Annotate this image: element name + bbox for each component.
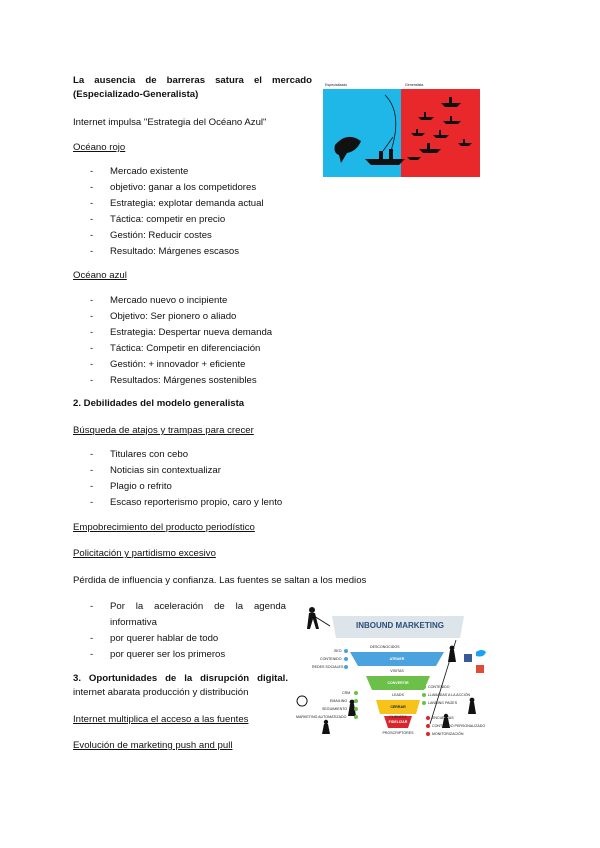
red-ocean-list: [90, 164, 264, 260]
stage-convert-label: CONVERTIR: [387, 681, 409, 685]
list-item: - Objetivo: Ser pionero o aliado: [90, 309, 272, 325]
google-plus-icon: [476, 665, 484, 673]
funnel-tag-promoters: PROSCRIPTORES: [382, 731, 414, 735]
funnel-tag-leads: LEADS: [392, 693, 404, 697]
list-item: - Plagio o refrito: [90, 479, 282, 495]
right-label: ENCUESTAS: [432, 716, 454, 720]
list-item: - Táctica: competir en precio: [90, 212, 264, 228]
list-item: - por querer ser los primeros: [90, 649, 226, 660]
generalist-label: Generalista: [405, 83, 424, 87]
list-item: - Estrategia: explotar demanda actual: [90, 196, 264, 212]
list-item: - Noticias sin contextualizar: [90, 463, 282, 479]
twitter-icon: [476, 650, 486, 657]
right-label: MONITORIZACIÓN: [432, 732, 464, 736]
stage-attract-label: ATRAER: [389, 657, 405, 661]
left-label: CONTENIDO: [320, 657, 342, 661]
right-label: CONTENIDO PERSONALIZADO: [432, 724, 486, 728]
list-item: - Por la aceleración de la agenda: [90, 601, 286, 612]
top-tag: DESCONOCIDOS: [370, 645, 400, 649]
sources-text: Internet multiplica el acceso a las fuentes: [73, 714, 249, 725]
list-item: - Estrategia: Despertar nueva demanda: [90, 325, 272, 341]
red-ocean-title: Océano rojo: [73, 142, 126, 153]
blue-ocean-list: [90, 293, 272, 389]
funnel-tag-clients: CLIENTES: [389, 715, 407, 719]
politicization-text: Policitación y partidismo excesivo: [73, 548, 216, 559]
list-item: - Gestión: Reducir costes: [90, 228, 264, 244]
section1-heading: La ausencia de barreras satura el mercado: [73, 75, 312, 86]
right-label: CONTENIDO: [428, 685, 450, 689]
list-item: - objetivo: ganar a los competidores: [90, 180, 264, 196]
list-item: - Táctica: Competir en diferenciación: [90, 341, 272, 357]
ocean-strategy-image: [323, 83, 480, 177]
agenda-list: [90, 599, 286, 663]
right-label: LANDING PAGES: [428, 701, 458, 705]
list-item: - Gestión: + innovador + eficiente: [90, 357, 272, 373]
list-item-continuation: informativa: [110, 617, 157, 628]
left-label: EMAILING: [330, 699, 348, 703]
left-label: REDES SOCIALES: [312, 665, 344, 669]
inbound-title: INBOUND MARKETING: [356, 621, 444, 630]
shortcuts-title: Búsqueda de atajos y trampas para crecer: [73, 425, 254, 436]
list-item: - por querer hablar de todo: [90, 633, 219, 644]
stage-close-label: CERRAR: [390, 705, 406, 709]
specialized-label: Especializado: [325, 83, 348, 87]
list-item: - Resultados: Márgenes sostenibles: [90, 373, 272, 389]
at-sign-icon: [297, 696, 307, 706]
boat-icon: [365, 159, 405, 165]
section2-heading: 2. Debilidades del modelo generalista: [73, 398, 245, 409]
funnel-tag-visits: VISITAS: [390, 669, 404, 673]
left-label: SEO: [334, 649, 342, 653]
stage-delight-label: FIDELIZAR: [388, 720, 408, 724]
list-item: - Titulares con cebo: [90, 447, 282, 463]
list-item: - Mercado nuevo o incipiente: [90, 293, 272, 309]
section1-heading-sub: (Especializado-Generalista): [73, 89, 199, 100]
section3-subline: internet abarata producción y distribución: [73, 687, 249, 698]
left-label: CRM: [342, 691, 351, 695]
list-item: - Mercado existente: [90, 164, 264, 180]
right-label: LLAMADAS A LA ACCIÓN: [428, 693, 471, 697]
list-item: - Escaso reporterismo propio, caro y lento: [90, 495, 282, 511]
left-label: MARKETING AUTOMATIZADO: [296, 715, 347, 719]
shortcuts-list: [90, 447, 282, 511]
marketing-text: Evolución de marketing push and pull: [73, 740, 233, 751]
list-item: - Resultado: Márgenes escasos: [90, 244, 264, 260]
inbound-marketing-image: [296, 604, 508, 736]
influence-text: Pérdida de influencia y confianza. Las fuentes se saltan a los medios: [73, 575, 367, 586]
facebook-icon: [464, 654, 472, 662]
left-label: SEGUIMIENTO: [322, 707, 348, 711]
intro-text: Internet impulsa "Estrategia del Océano Azul": [73, 117, 267, 128]
section3-heading: 3. Oportunidades de la disrupción digital.: [73, 673, 288, 684]
blue-ocean-title: Océano azul: [73, 270, 127, 281]
impoverishment-text: Empobrecimiento del producto periodístico: [73, 522, 255, 533]
ocean-illustration: [323, 83, 480, 177]
